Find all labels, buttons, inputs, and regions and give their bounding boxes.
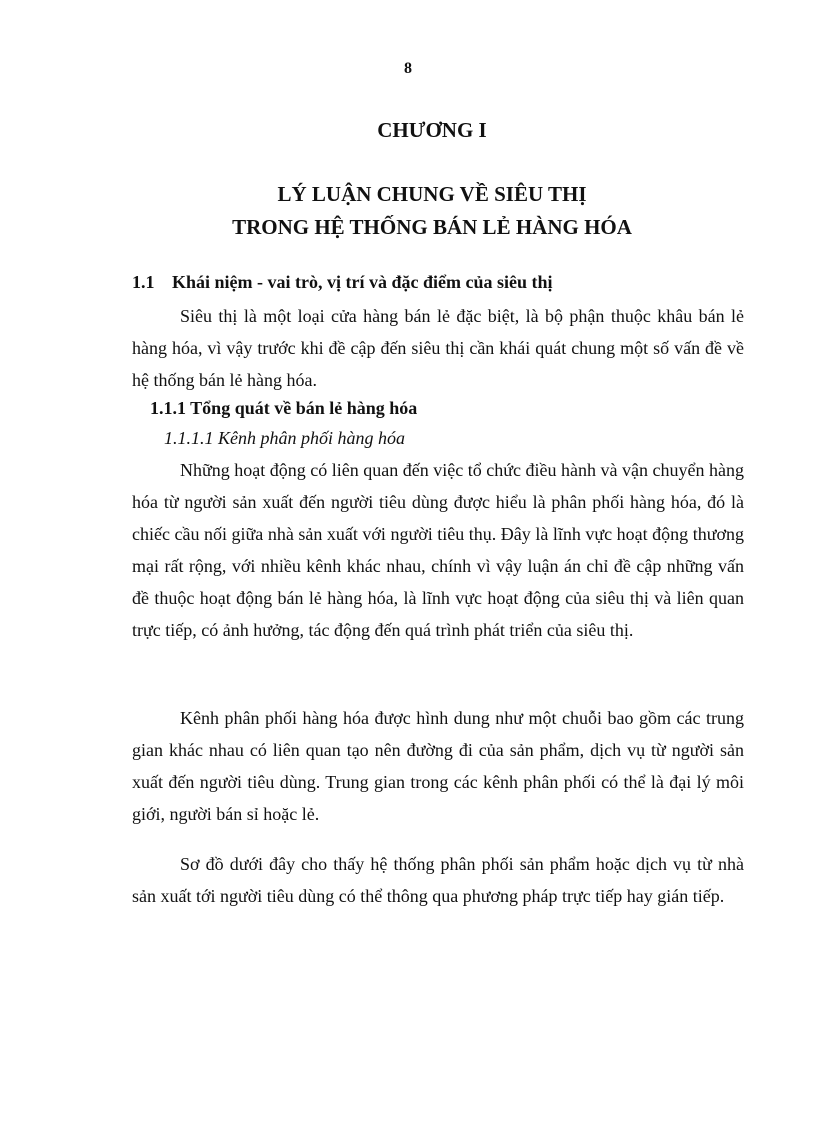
page-number: 8 [404, 60, 412, 77]
chapter-subtitle-line-2: TRONG HỆ THỐNG BÁN LẺ HÀNG HÓA [232, 215, 632, 239]
section-heading [132, 272, 552, 293]
chapter-title: CHƯƠNG I [377, 118, 487, 142]
paragraph-intro: Siêu thị là một loại cửa hàng bán lẻ đặc biệt, là bộ phận thuộc khâu bán lẻ hàng hóa, vì vậy trước khi đề cập đến siêu thị cần khái quát chung một số vấn đề về hệ thống bán lẻ hàng hóa. [132, 306, 744, 390]
subsection-heading: 1.1.1 Tổng quát về bán lẻ hàng hóa [150, 398, 418, 418]
chapter-subtitle [0, 178, 816, 244]
subsubsection-heading: 1.1.1.1 Kênh phân phối hàng hóa [164, 428, 405, 448]
section-title: Khái niệm - vai trò, vị trí và đặc điểm của siêu thị [172, 272, 553, 292]
chapter-subtitle-line-1: LÝ LUẬN CHUNG VỀ SIÊU THỊ [277, 182, 587, 206]
paragraph-channel: Kênh phân phối hàng hóa được hình dung như một chuỗi bao gồm các trung gian khác nhau có liên quan tạo nên đường đi của sản phẩm, dịch vụ từ người sản xuất đến người tiêu dùng. Trung gian trong các kênh phân phối có thể là đại lý môi giới, người bán sỉ hoặc lẻ. [132, 708, 744, 824]
section-number: 1.1 [132, 272, 155, 292]
paragraph-diagram-note: Sơ đồ dưới đây cho thấy hệ thống phân phối sản phẩm hoặc dịch vụ từ nhà sản xuất tới người tiêu dùng có thể thông qua phương pháp trực tiếp hay gián tiếp. [132, 854, 744, 906]
paragraph-distribution: Những hoạt động có liên quan đến việc tổ chức điều hành và vận chuyển hàng hóa từ người sản xuất đến người tiêu dùng được hiểu là phân phối hàng hóa, đó là chiếc cầu nối giữa nhà sản xuất với người tiêu thụ. Đây là lĩnh vực hoạt động thương mại rất rộng, với nhiều kênh khác nhau, chính vì vậy luận án chỉ đề cập những vấn đề thuộc hoạt động bán lẻ hàng hóa, là lĩnh vực hoạt động của siêu thị và liên quan trực tiếp, có ảnh hưởng, tác động đến quá trình phát triển của siêu thị. [132, 460, 744, 640]
